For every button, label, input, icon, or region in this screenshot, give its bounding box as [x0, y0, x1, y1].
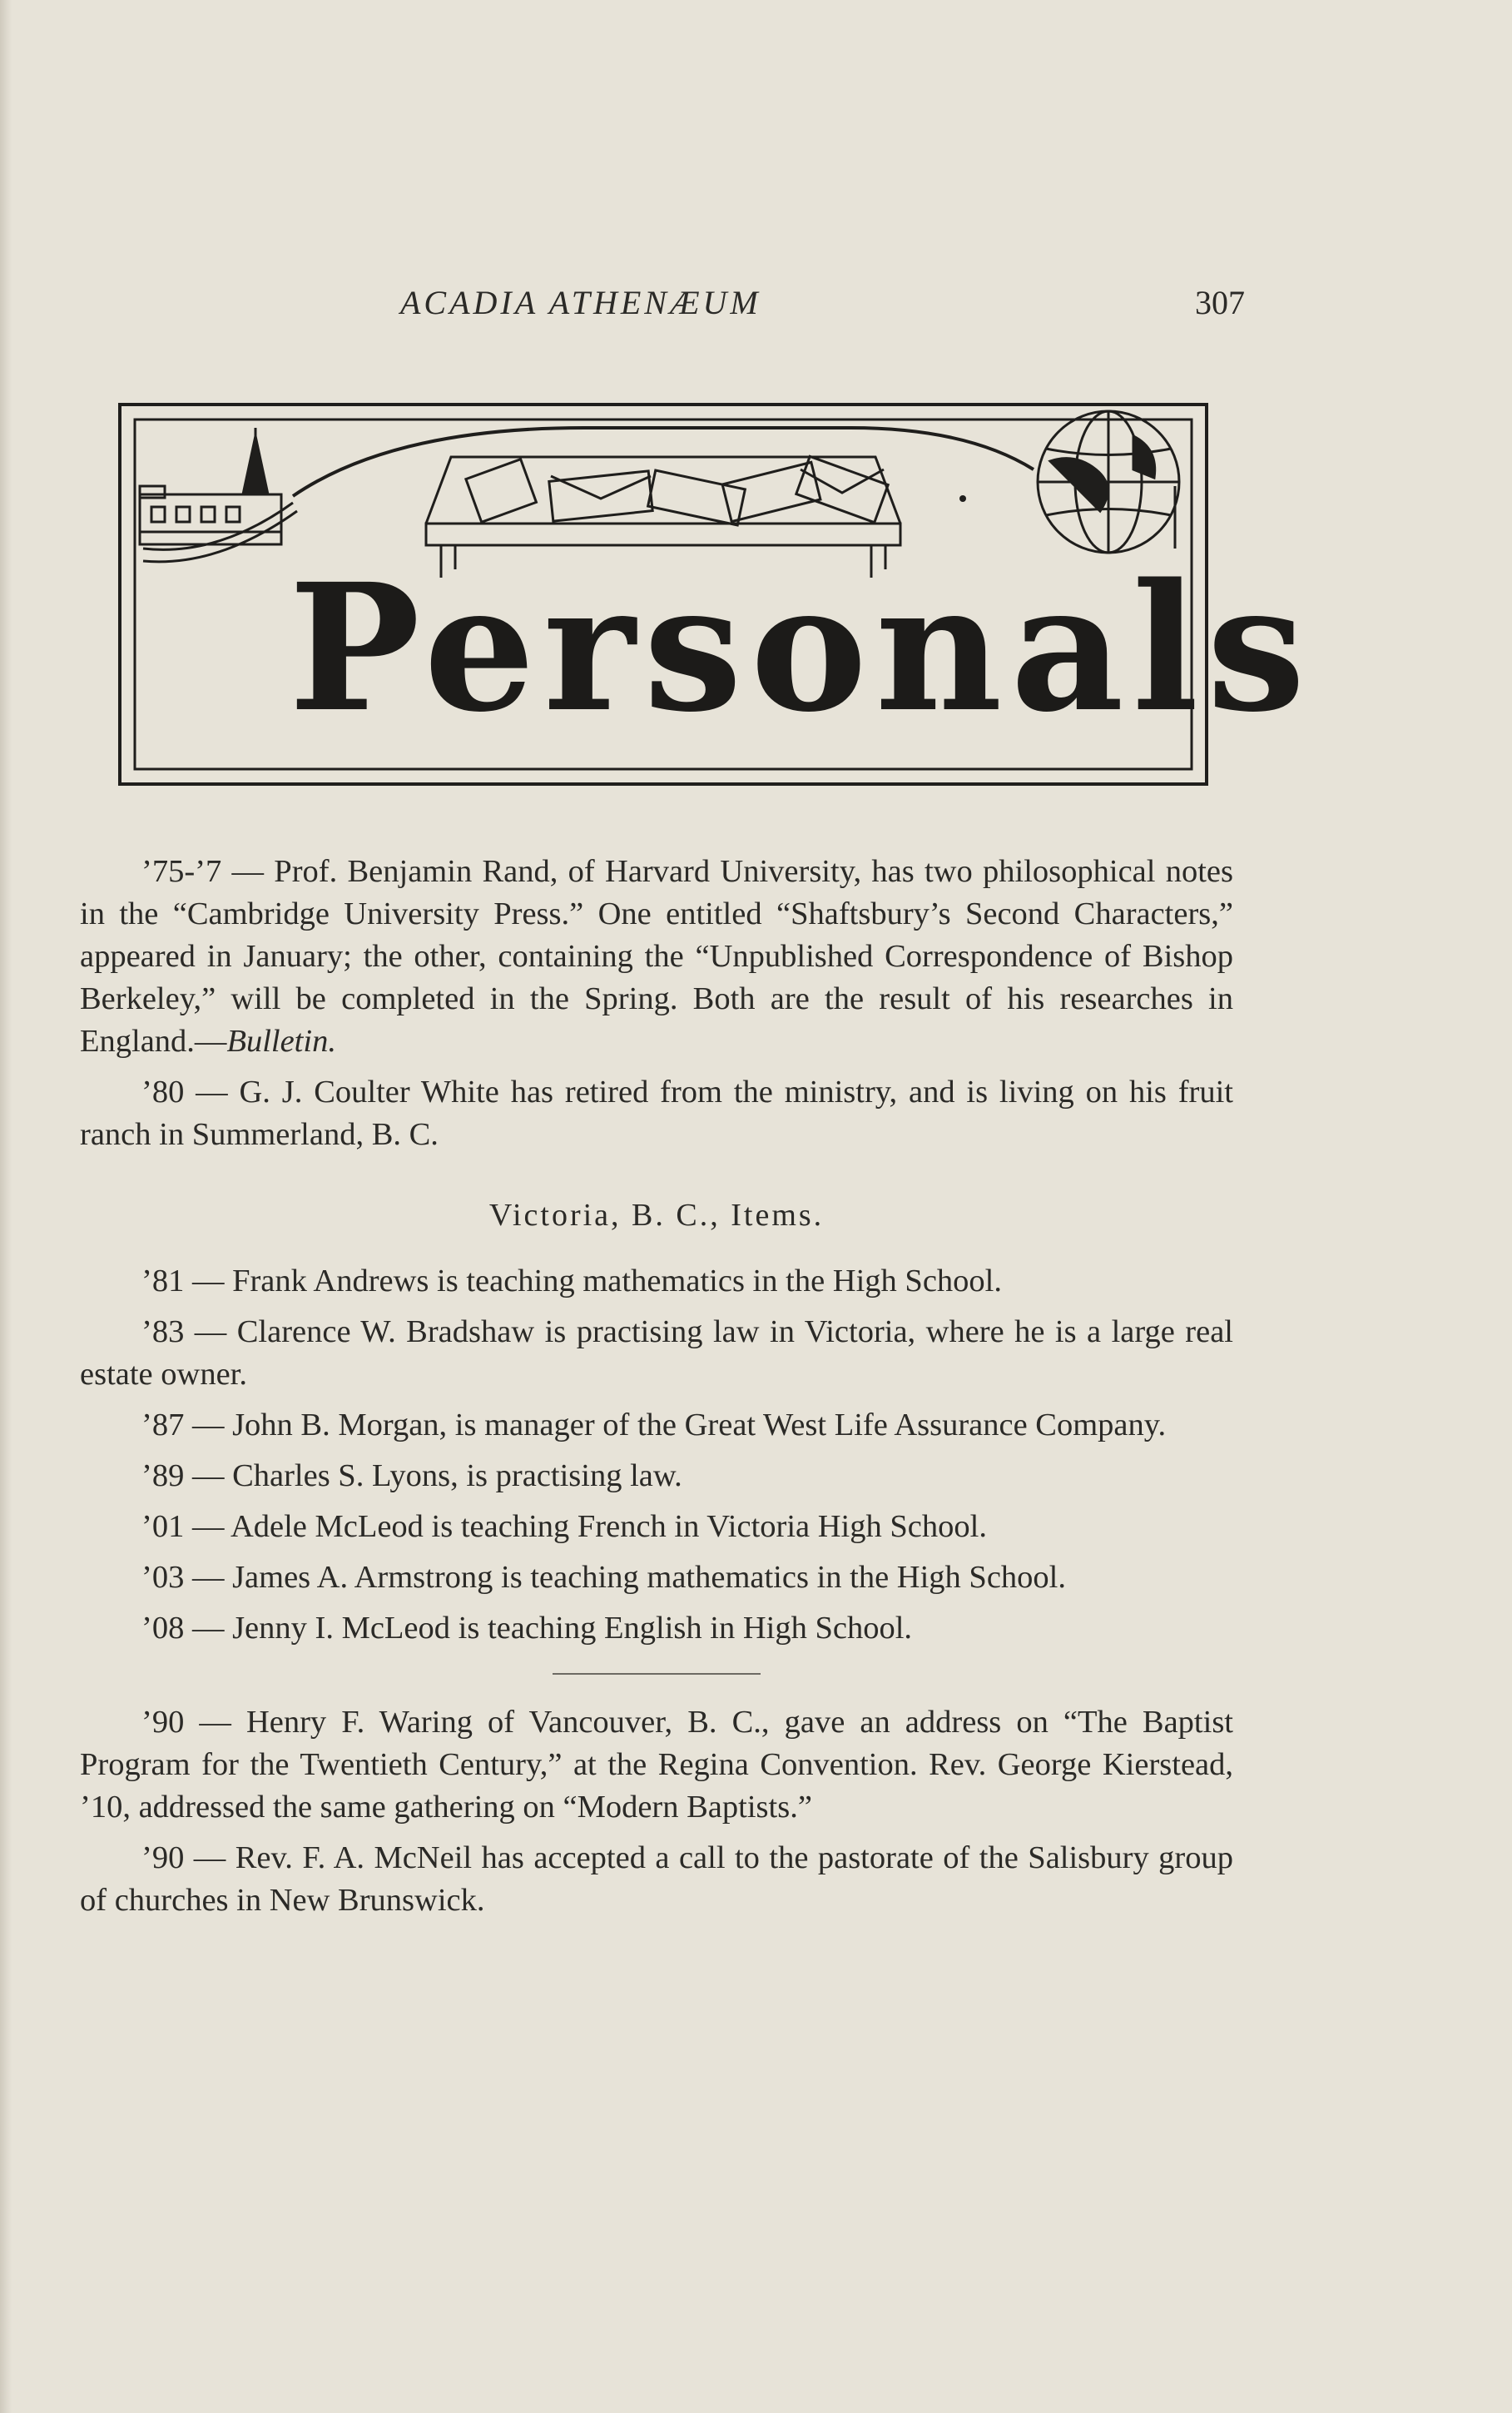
- entry-year: ’80: [141, 1075, 185, 1110]
- list-item: [80, 1557, 1233, 1599]
- entry-text: — G. J. Coulter White has retired from the ministry, and is living on his fruit ranch in Summerland, B. C.: [80, 1075, 1233, 1152]
- section-divider: [553, 1673, 761, 1675]
- entry-year: ’83: [141, 1314, 185, 1349]
- entry-source: Bulletin.: [226, 1024, 336, 1059]
- entry-year: ’08: [141, 1611, 185, 1646]
- list-item: [80, 1311, 1233, 1396]
- entry-year: ’90: [141, 1840, 185, 1875]
- banner-title: Personals: [289, 545, 1314, 751]
- entry-text: — Prof. Benjamin Rand, of Harvard University, has two philosophical notes in the “Cambridge University Press.” One entitled “Shaftsbury’s Second Characters,” appeared in January; the other, containing the “Unpublished Correspondence of Bishop Berkeley,” will be completed in the Spring. Both are the result of his researches in England.—: [80, 854, 1233, 1059]
- section-subheading: Victoria, B. C., Items.: [488, 1198, 825, 1233]
- personals-banner: [118, 403, 1314, 786]
- entry-text: — Jenny I. McLeod is teaching English in High School.: [184, 1611, 913, 1646]
- article-body: [80, 851, 1233, 1930]
- entry-year: ’87: [141, 1408, 185, 1442]
- entry-text: — Henry F. Waring of Vancouver, B. C., gave an address on “The Baptist Program for the Twentieth Century,” at the Regina Convention. Rev. George Kierstead, ’10, addressed the same gathering on “Modern Baptists.”: [80, 1705, 1233, 1825]
- running-title: ACADIA ATHENÆUM: [400, 284, 761, 321]
- entry-year: ’81: [141, 1264, 185, 1298]
- entry-text: — Frank Andrews is teaching mathematics in the High School.: [184, 1264, 1002, 1298]
- globe-icon: [1038, 411, 1179, 553]
- entry-text: — Clarence W. Bradshaw is practising law in Victoria, where he is a large real estate owner.: [80, 1314, 1233, 1392]
- entry-year: ’01: [141, 1509, 185, 1544]
- entry-year: ’90: [141, 1705, 185, 1740]
- list-item: [80, 1260, 1233, 1303]
- list-item: [80, 1506, 1233, 1548]
- entry-year: ’75-’7: [141, 854, 222, 889]
- list-item: [80, 1607, 1233, 1650]
- page-edge: [0, 0, 12, 2413]
- list-item: [80, 1837, 1233, 1922]
- entry-year: ’03: [141, 1560, 185, 1595]
- entry-text: — Charles S. Lyons, is practising law.: [184, 1458, 682, 1493]
- entry-text: — Adele McLeod is teaching French in Victoria High School.: [184, 1509, 987, 1544]
- page-number: 307: [1195, 284, 1245, 321]
- list-item: [80, 1404, 1233, 1447]
- list-item: [80, 1701, 1233, 1829]
- church-icon: [140, 428, 297, 562]
- entry-text: — Rev. F. A. McNeil has accepted a call to the pastorate of the Salisbury group of churches in New Brunswick.: [80, 1840, 1233, 1918]
- running-head: [80, 283, 1245, 325]
- entry-80: [80, 1071, 1233, 1156]
- entry-text: — John B. Morgan, is manager of the Great West Life Assurance Company.: [184, 1408, 1167, 1442]
- list-item: [80, 1455, 1233, 1497]
- entry-text: — James A. Armstrong is teaching mathematics in the High School.: [184, 1560, 1066, 1595]
- entry-year: ’89: [141, 1458, 185, 1493]
- entry-75-7: [80, 851, 1233, 1063]
